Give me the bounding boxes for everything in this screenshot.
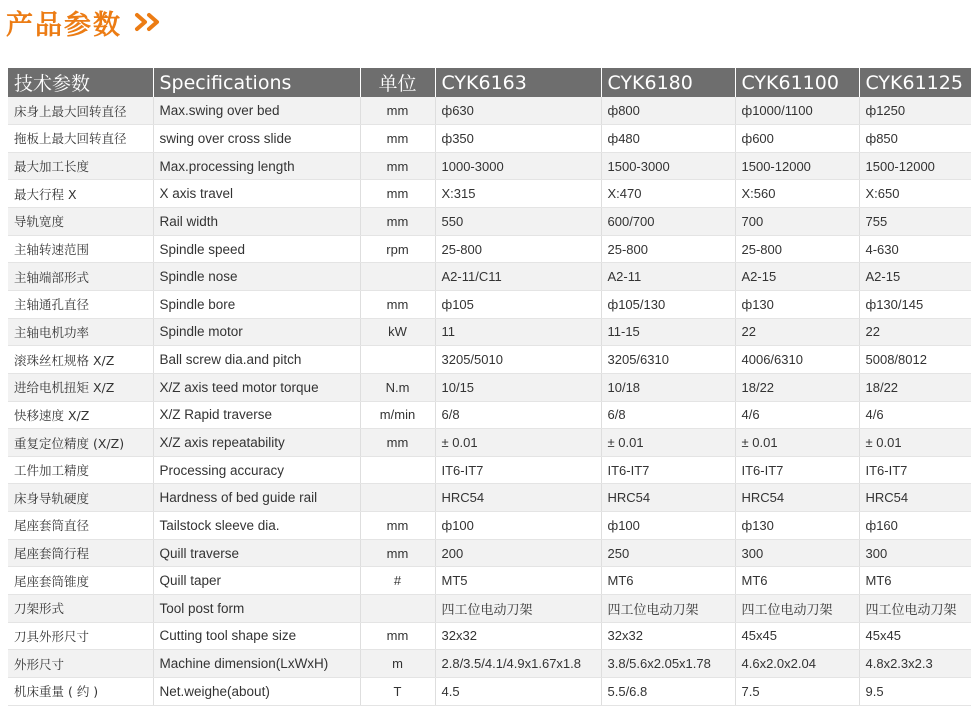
table-row — [8, 208, 971, 236]
cell-value-cyk61100: 4.6x2.0x2.04 — [735, 650, 859, 678]
cell-spec-en: Max.processing length — [153, 152, 360, 180]
cell-value-cyk6163: 550 — [435, 208, 601, 236]
cell-param-cn: 导轨宽度 — [8, 208, 153, 236]
cell-spec-en: Max.swing over bed — [153, 97, 360, 125]
cell-unit: rpm — [360, 235, 435, 263]
cell-spec-en: Spindle nose — [153, 263, 360, 291]
cell-param-cn: 机床重量 ( 约 ) — [8, 677, 153, 705]
cell-unit — [360, 484, 435, 512]
table-row — [8, 429, 971, 457]
cell-value-cyk6163: 10/15 — [435, 373, 601, 401]
cell-value-cyk61100: 4/6 — [735, 401, 859, 429]
table-row — [8, 401, 971, 429]
cell-param-cn: 刀具外形尺寸 — [8, 622, 153, 650]
cell-unit: mm — [360, 208, 435, 236]
cell-value-cyk61100: ± 0.01 — [735, 429, 859, 457]
cell-value-cyk61100: MT6 — [735, 567, 859, 595]
cell-param-cn: 滚珠丝杠规格 X/Z — [8, 346, 153, 374]
table-row — [8, 290, 971, 318]
cell-value-cyk61125: IT6-IT7 — [859, 456, 971, 484]
spec-table-header — [8, 68, 971, 97]
cell-param-cn: 快移速度 X/Z — [8, 401, 153, 429]
cell-value-cyk6180: 四工位电动刀架 — [601, 595, 735, 623]
cell-spec-en: Tool post form — [153, 595, 360, 623]
cell-param-cn: 进给电机扭矩 X/Z — [8, 373, 153, 401]
table-row — [8, 595, 971, 623]
cell-value-cyk6163: A2-11/C11 — [435, 263, 601, 291]
cell-value-cyk61100: IT6-IT7 — [735, 456, 859, 484]
header-model-cyk61100: CYK61100 — [735, 68, 859, 97]
cell-value-cyk61125: 4.8x2.3x2.3 — [859, 650, 971, 678]
cell-value-cyk61125: ф1250 — [859, 97, 971, 125]
cell-spec-en: X/Z Rapid traverse — [153, 401, 360, 429]
table-row — [8, 456, 971, 484]
cell-param-cn: 工件加工精度 — [8, 456, 153, 484]
table-row — [8, 373, 971, 401]
cell-value-cyk6180: IT6-IT7 — [601, 456, 735, 484]
cell-unit: m/min — [360, 401, 435, 429]
cell-spec-en: Quill taper — [153, 567, 360, 595]
table-row — [8, 677, 971, 705]
cell-value-cyk6180: HRC54 — [601, 484, 735, 512]
cell-unit — [360, 263, 435, 291]
cell-value-cyk6163: ф105 — [435, 290, 601, 318]
table-row — [8, 180, 971, 208]
cell-value-cyk6180: 11-15 — [601, 318, 735, 346]
cell-value-cyk6180: 1500-3000 — [601, 152, 735, 180]
cell-spec-en: Rail width — [153, 208, 360, 236]
cell-value-cyk6180: ф100 — [601, 512, 735, 540]
cell-value-cyk6180: X:470 — [601, 180, 735, 208]
cell-value-cyk6163: 200 — [435, 539, 601, 567]
cell-unit: mm — [360, 539, 435, 567]
cell-param-cn: 床身导轨硬度 — [8, 484, 153, 512]
spec-table — [8, 68, 971, 706]
cell-spec-en: Ball screw dia.and pitch — [153, 346, 360, 374]
cell-value-cyk6163: 11 — [435, 318, 601, 346]
cell-spec-en: Spindle bore — [153, 290, 360, 318]
table-row — [8, 539, 971, 567]
cell-param-cn: 主轴转速范围 — [8, 235, 153, 263]
cell-unit: mm — [360, 97, 435, 125]
cell-param-cn: 床身上最大回转直径 — [8, 97, 153, 125]
cell-param-cn: 最大加工长度 — [8, 152, 153, 180]
cell-unit: N.m — [360, 373, 435, 401]
cell-value-cyk61100: ф130 — [735, 512, 859, 540]
cell-unit: mm — [360, 290, 435, 318]
cell-value-cyk6180: 250 — [601, 539, 735, 567]
cell-value-cyk61100: 300 — [735, 539, 859, 567]
cell-value-cyk6163: MT5 — [435, 567, 601, 595]
cell-value-cyk61125: X:650 — [859, 180, 971, 208]
cell-value-cyk61125: ф130/145 — [859, 290, 971, 318]
cell-value-cyk61125: HRC54 — [859, 484, 971, 512]
cell-unit: mm — [360, 512, 435, 540]
cell-value-cyk6180: 3.8/5.6x2.05x1.78 — [601, 650, 735, 678]
cell-param-cn: 重复定位精度 (X/Z) — [8, 429, 153, 457]
cell-value-cyk61100: 22 — [735, 318, 859, 346]
cell-value-cyk6180: 3205/6310 — [601, 346, 735, 374]
cell-param-cn: 主轴端部形式 — [8, 263, 153, 291]
cell-spec-en: Machine dimension(LxWxH) — [153, 650, 360, 678]
cell-value-cyk61100: A2-15 — [735, 263, 859, 291]
table-row — [8, 346, 971, 374]
cell-value-cyk61125: 4-630 — [859, 235, 971, 263]
cell-value-cyk6180: ф800 — [601, 97, 735, 125]
cell-value-cyk61100: ф600 — [735, 125, 859, 153]
cell-value-cyk6163: IT6-IT7 — [435, 456, 601, 484]
cell-value-cyk61125: 300 — [859, 539, 971, 567]
cell-spec-en: Cutting tool shape size — [153, 622, 360, 650]
cell-value-cyk6163: ф630 — [435, 97, 601, 125]
cell-value-cyk61125: A2-15 — [859, 263, 971, 291]
cell-spec-en: Tailstock sleeve dia. — [153, 512, 360, 540]
cell-value-cyk6180: MT6 — [601, 567, 735, 595]
header-model-cyk61125: CYK61125 — [865, 71, 963, 94]
cell-value-cyk6163: 四工位电动刀架 — [435, 595, 601, 623]
table-row — [8, 318, 971, 346]
header-specifications: Specifications — [153, 68, 360, 97]
cell-value-cyk61100: 45x45 — [735, 622, 859, 650]
header-param-cn: 技术参数 — [8, 68, 153, 97]
cell-value-cyk61125: ф160 — [859, 512, 971, 540]
cell-value-cyk6180: ф105/130 — [601, 290, 735, 318]
table-row — [8, 484, 971, 512]
cell-param-cn: 主轴电机功率 — [8, 318, 153, 346]
cell-spec-en: X/Z axis repeatability — [153, 429, 360, 457]
cell-param-cn: 刀架形式 — [8, 595, 153, 623]
cell-value-cyk6163: HRC54 — [435, 484, 601, 512]
cell-spec-en: X/Z axis teed motor torque — [153, 373, 360, 401]
cell-unit: # — [360, 567, 435, 595]
cell-value-cyk61125: 755 — [859, 208, 971, 236]
table-row — [8, 235, 971, 263]
cell-value-cyk6180: 6/8 — [601, 401, 735, 429]
table-row — [8, 97, 971, 125]
table-row — [8, 567, 971, 595]
table-row — [8, 650, 971, 678]
cell-value-cyk61100: X:560 — [735, 180, 859, 208]
cell-value-cyk6180: 600/700 — [601, 208, 735, 236]
cell-value-cyk61100: 700 — [735, 208, 859, 236]
cell-value-cyk6163: ф100 — [435, 512, 601, 540]
cell-spec-en: Spindle motor — [153, 318, 360, 346]
cell-value-cyk61125: ± 0.01 — [859, 429, 971, 457]
cell-value-cyk6163: X:315 — [435, 180, 601, 208]
cell-value-cyk6163: ф350 — [435, 125, 601, 153]
section-title: 产品参数 — [6, 9, 122, 41]
cell-unit: m — [360, 650, 435, 678]
cell-value-cyk6180: 32x32 — [601, 622, 735, 650]
cell-value-cyk6163: 32x32 — [435, 622, 601, 650]
cell-param-cn: 主轴通孔直径 — [8, 290, 153, 318]
cell-value-cyk61125: 9.5 — [859, 677, 971, 705]
cell-value-cyk61100: 1500-12000 — [735, 152, 859, 180]
cell-value-cyk6163: 1000-3000 — [435, 152, 601, 180]
cell-spec-en: swing over cross slide — [153, 125, 360, 153]
cell-param-cn: 尾座套筒行程 — [8, 539, 153, 567]
cell-unit — [360, 595, 435, 623]
cell-value-cyk6163: 3205/5010 — [435, 346, 601, 374]
cell-value-cyk6163: 4.5 — [435, 677, 601, 705]
cell-spec-en: Quill traverse — [153, 539, 360, 567]
cell-unit: mm — [360, 429, 435, 457]
cell-value-cyk61125: 1500-12000 — [859, 152, 971, 180]
table-row — [8, 152, 971, 180]
cell-value-cyk6163: ± 0.01 — [435, 429, 601, 457]
cell-unit: mm — [360, 152, 435, 180]
cell-unit: kW — [360, 318, 435, 346]
cell-value-cyk61125: 22 — [859, 318, 971, 346]
cell-param-cn: 最大行程 X — [8, 180, 153, 208]
cell-value-cyk6163: 6/8 — [435, 401, 601, 429]
cell-unit: mm — [360, 125, 435, 153]
cell-value-cyk61125: MT6 — [859, 567, 971, 595]
cell-value-cyk61100: ф1000/1100 — [735, 97, 859, 125]
cell-unit: T — [360, 677, 435, 705]
table-row — [8, 512, 971, 540]
cell-value-cyk61125: 4/6 — [859, 401, 971, 429]
cell-spec-en: Net.weighe(about) — [153, 677, 360, 705]
cell-spec-en: Spindle speed — [153, 235, 360, 263]
cell-value-cyk61100: 7.5 — [735, 677, 859, 705]
header-model-cyk6163: CYK6163 — [435, 68, 601, 97]
cell-value-cyk6180: 10/18 — [601, 373, 735, 401]
cell-value-cyk61100: 4006/6310 — [735, 346, 859, 374]
cell-value-cyk61100: 25-800 — [735, 235, 859, 263]
table-row — [8, 263, 971, 291]
cell-spec-en: X axis travel — [153, 180, 360, 208]
cell-value-cyk6163: 25-800 — [435, 235, 601, 263]
cell-value-cyk61125: 四工位电动刀架 — [859, 595, 971, 623]
cell-value-cyk6180: A2-11 — [601, 263, 735, 291]
cell-value-cyk6180: ± 0.01 — [601, 429, 735, 457]
cell-value-cyk61125: 18/22 — [859, 373, 971, 401]
cell-spec-en: Hardness of bed guide rail — [153, 484, 360, 512]
cell-value-cyk61100: ф130 — [735, 290, 859, 318]
cell-unit — [360, 346, 435, 374]
cell-value-cyk61125: 5008/8012 — [859, 346, 971, 374]
cell-value-cyk6180: 25-800 — [601, 235, 735, 263]
cell-value-cyk6180: 5.5/6.8 — [601, 677, 735, 705]
cell-value-cyk61125: 45x45 — [859, 622, 971, 650]
cell-value-cyk61100: 四工位电动刀架 — [735, 595, 859, 623]
cell-param-cn: 尾座套筒锥度 — [8, 567, 153, 595]
double-chevron-right-icon — [134, 11, 164, 33]
cell-value-cyk61125: ф850 — [859, 125, 971, 153]
table-row — [8, 622, 971, 650]
header-unit: 单位 — [360, 68, 435, 97]
cell-unit: mm — [360, 180, 435, 208]
cell-param-cn: 拖板上最大回转直径 — [8, 125, 153, 153]
cell-value-cyk6180: ф480 — [601, 125, 735, 153]
cell-param-cn: 尾座套筒直径 — [8, 512, 153, 540]
header-model-cyk6180: CYK6180 — [601, 68, 735, 97]
section-heading — [6, 2, 164, 42]
cell-unit: mm — [360, 622, 435, 650]
table-row — [8, 125, 971, 153]
cell-value-cyk6163: 2.8/3.5/4.1/4.9x1.67x1.8 — [435, 650, 601, 678]
cell-value-cyk61100: 18/22 — [735, 373, 859, 401]
cell-param-cn: 外形尺寸 — [8, 650, 153, 678]
cell-unit — [360, 456, 435, 484]
cell-spec-en: Processing accuracy — [153, 456, 360, 484]
cell-value-cyk61100: HRC54 — [735, 484, 859, 512]
